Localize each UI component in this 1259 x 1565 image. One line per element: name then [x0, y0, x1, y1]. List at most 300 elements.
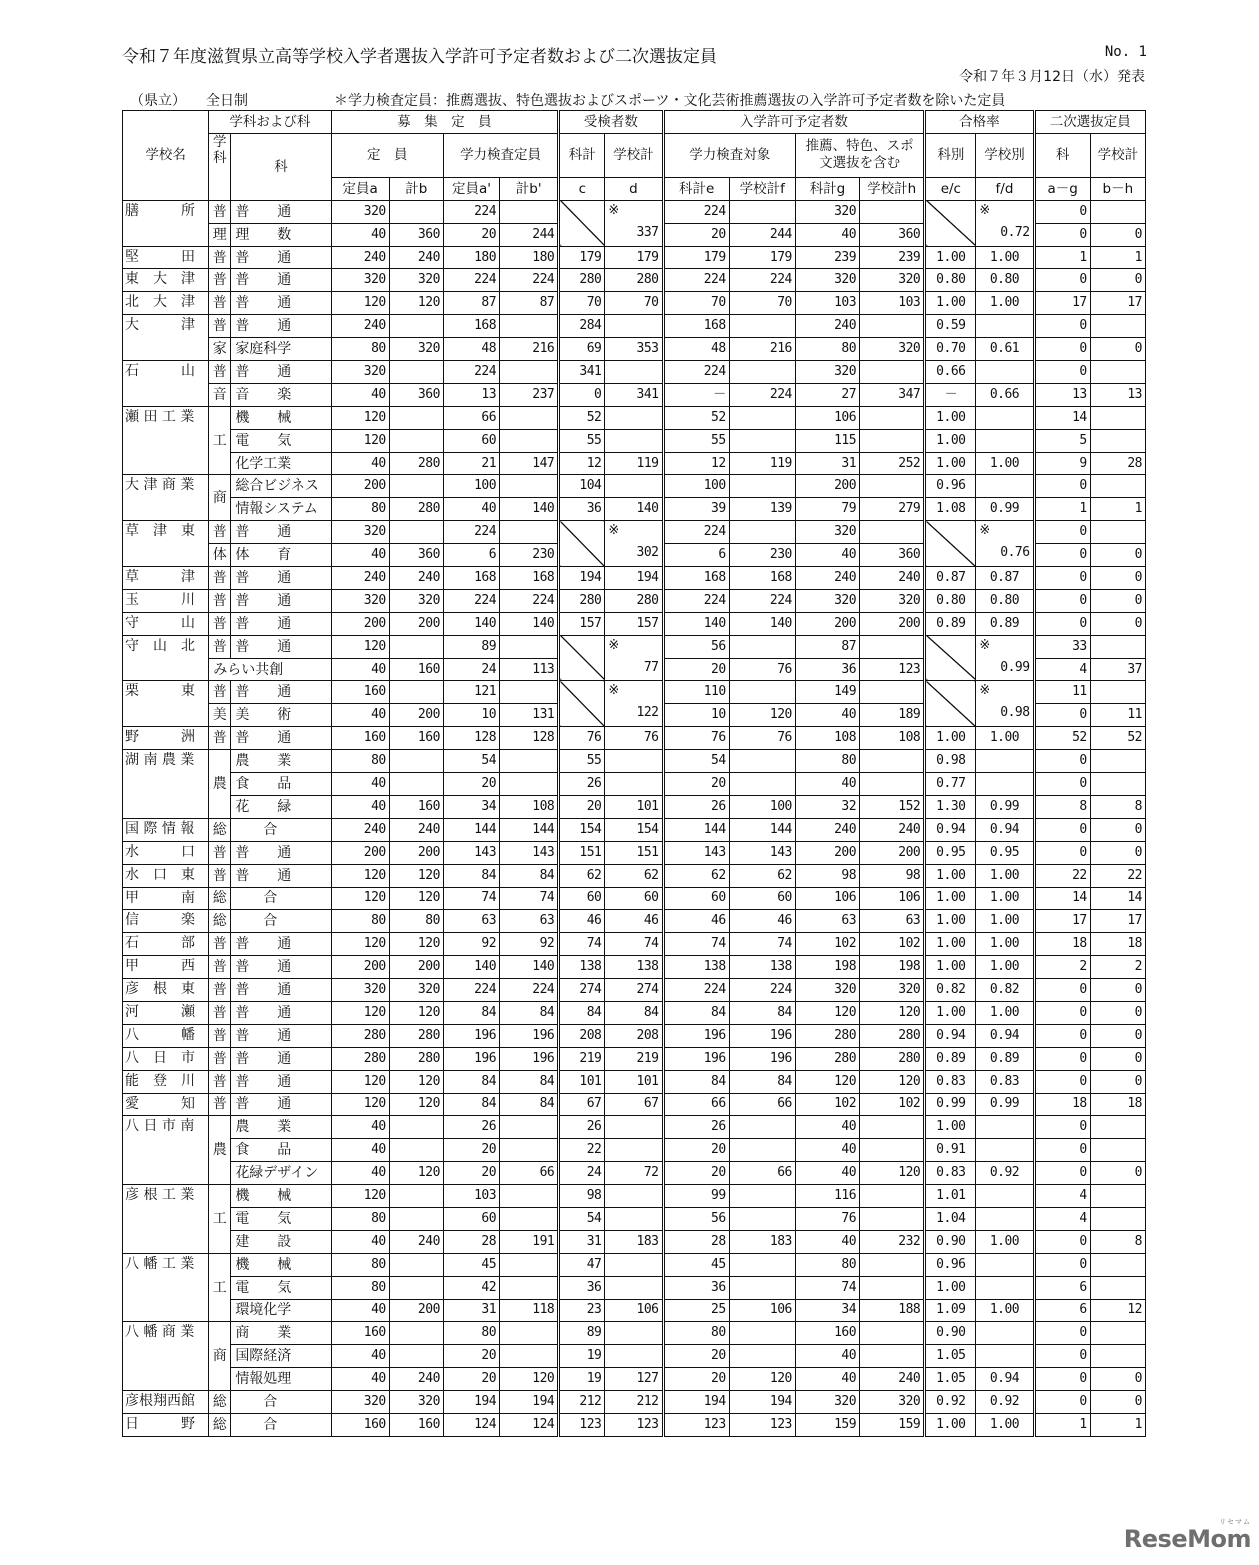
second-ag: 0 — [1034, 1253, 1090, 1276]
second-ag: 0 — [1034, 1001, 1090, 1024]
test-capacity-a: 89 — [443, 635, 499, 658]
school-name: 愛 知 — [123, 1093, 209, 1116]
examinees-c: 36 — [559, 498, 605, 521]
admit-g: 280 — [795, 1024, 859, 1047]
second-ag: 22 — [1034, 864, 1090, 887]
table-row — [123, 406, 1146, 429]
test-capacity-a: 66 — [443, 406, 499, 429]
course-name: 合 — [231, 910, 331, 933]
second-ag: 0 — [1034, 1391, 1090, 1414]
examinees-c: 280 — [559, 589, 605, 612]
examinees-d — [605, 1116, 663, 1139]
col-test-capacity: 学力検査定員 — [443, 133, 558, 177]
second-ag: 0 — [1034, 475, 1090, 498]
capacity-a: 280 — [331, 1047, 389, 1070]
course-name: 普 通 — [231, 1070, 331, 1093]
ratio-fd: 1.00 — [976, 1413, 1034, 1436]
admit-f: 216 — [729, 338, 795, 361]
school-name: 信 楽 — [123, 910, 209, 933]
course-name: 美 術 — [231, 704, 331, 727]
course-name: 食 品 — [231, 773, 331, 796]
capacity-b: 240 — [389, 1368, 443, 1391]
admit-g: 63 — [795, 910, 859, 933]
admit-f: 70 — [729, 292, 795, 315]
table-row — [123, 475, 1146, 498]
ratio-fd — [976, 750, 1034, 773]
capacity-a: 200 — [331, 612, 389, 635]
dept-code: 普 — [209, 292, 231, 315]
dept-code: 普 — [209, 681, 231, 704]
test-capacity-b: 87 — [500, 292, 559, 315]
dept-code: 普 — [209, 635, 231, 658]
ratio-ec: 1.00 — [925, 292, 976, 315]
examinees-c: 284 — [559, 315, 605, 338]
test-capacity-note: ＊学力検査定員：推薦選抜、特色選抜およびスポーツ・文化芸術推薦選抜の入学許可予定者数を除いた定員 — [334, 93, 1006, 109]
school-name: 野 洲 — [123, 727, 209, 750]
col-exam-course-total: 科計 — [559, 133, 605, 177]
ratio-fd: 1.00 — [976, 887, 1034, 910]
not-applicable-cell — [925, 681, 976, 727]
course-name: 環境化学 — [231, 1299, 331, 1322]
examinees-d — [605, 1276, 663, 1299]
school-name: 河 瀬 — [123, 1001, 209, 1024]
table-row — [123, 1391, 1146, 1414]
second-bh: 18 — [1090, 933, 1145, 956]
admit-e: 144 — [663, 818, 729, 841]
second-bh: 0 — [1090, 1162, 1145, 1185]
school-name: 彦 根 工 業 — [123, 1185, 209, 1254]
test-capacity-b — [500, 750, 559, 773]
admit-e: 76 — [663, 727, 729, 750]
second-ag: 0 — [1034, 361, 1090, 384]
examinees-d: 208 — [605, 1024, 663, 1047]
test-capacity-a: 194 — [443, 1391, 499, 1414]
admit-g: 320 — [795, 521, 859, 544]
second-ag: 0 — [1034, 1368, 1090, 1391]
second-bh: 17 — [1090, 910, 1145, 933]
admit-e: 224 — [663, 200, 729, 223]
table-row — [123, 1413, 1146, 1436]
admit-h: 320 — [860, 979, 925, 1002]
admit-g: 116 — [795, 1185, 859, 1208]
ratio-ec: 0.94 — [925, 1024, 976, 1047]
admit-f — [729, 1322, 795, 1345]
ratio-fd: 0.61 — [976, 338, 1034, 361]
admit-h: 240 — [860, 567, 925, 590]
admit-f — [729, 429, 795, 452]
admit-e: 84 — [663, 1001, 729, 1024]
second-bh: 0 — [1090, 269, 1145, 292]
second-ag: 17 — [1034, 910, 1090, 933]
capacity-b — [389, 406, 443, 429]
test-capacity-a: 40 — [443, 498, 499, 521]
ratio-ec: 1.00 — [925, 910, 976, 933]
test-capacity-b: 216 — [500, 338, 559, 361]
admit-f: 123 — [729, 1413, 795, 1436]
table-row — [123, 338, 1146, 361]
examinees-d — [605, 1345, 663, 1368]
second-ag: 33 — [1034, 635, 1090, 658]
admit-h: 280 — [860, 1024, 925, 1047]
admit-e: 36 — [663, 1276, 729, 1299]
ratio-ec: 1.00 — [925, 1116, 976, 1139]
table-row — [123, 795, 1146, 818]
admit-g: 40 — [795, 223, 859, 246]
second-ag: 0 — [1034, 818, 1090, 841]
ratio-fd: 0.87 — [976, 567, 1034, 590]
ratio-ec: 0.96 — [925, 475, 976, 498]
course-name: 普 通 — [231, 292, 331, 315]
ratio-fd: 0.82 — [976, 979, 1034, 1002]
admit-e: 26 — [663, 1116, 729, 1139]
col-course: 科 — [231, 133, 331, 200]
test-capacity-b: 144 — [500, 818, 559, 841]
ratio-ec: 0.90 — [925, 1230, 976, 1253]
test-capacity-a: 168 — [443, 567, 499, 590]
examinees-d — [605, 1185, 663, 1208]
course-name: 普 通 — [231, 567, 331, 590]
table-header — [123, 111, 1146, 201]
admit-e: 55 — [663, 429, 729, 452]
second-bh: 13 — [1090, 383, 1145, 406]
admit-g: 320 — [795, 589, 859, 612]
dept-code: 農 — [209, 1116, 231, 1185]
school-name: 湖 南 農 業 — [123, 750, 209, 819]
ratio-fd: 1.00 — [976, 246, 1034, 269]
examinees-d: 274 — [605, 979, 663, 1002]
capacity-b: 320 — [389, 589, 443, 612]
note-mark-icon: ※ — [979, 202, 990, 218]
examinees-d: 219 — [605, 1047, 663, 1070]
admit-e: － — [663, 383, 729, 406]
table-row — [123, 567, 1146, 590]
examinees-d — [605, 635, 663, 681]
table-row — [123, 1276, 1146, 1299]
examinees-d: 212 — [605, 1391, 663, 1414]
second-bh: 0 — [1090, 1024, 1145, 1047]
test-capacity-a: 20 — [443, 1345, 499, 1368]
ratio-fd: 1.00 — [976, 727, 1034, 750]
ratio-fd — [976, 773, 1034, 796]
course-name: 普 通 — [231, 361, 331, 384]
table-row — [123, 979, 1146, 1002]
school-name: 八 幡 工 業 — [123, 1253, 209, 1322]
ratio-fd — [976, 1185, 1034, 1208]
second-bh — [1090, 1253, 1145, 1276]
capacity-a: 120 — [331, 1185, 389, 1208]
admit-g: 320 — [795, 200, 859, 223]
ratio-fd: 0.94 — [976, 1368, 1034, 1391]
dept-code: 普 — [209, 979, 231, 1002]
second-ag: 1 — [1034, 1413, 1090, 1436]
test-capacity-b — [500, 1345, 559, 1368]
examinees-c: 54 — [559, 1207, 605, 1230]
ratio-ec: 0.66 — [925, 361, 976, 384]
capacity-b: 360 — [389, 383, 443, 406]
examinees-c: 212 — [559, 1391, 605, 1414]
test-capacity-b: 196 — [500, 1047, 559, 1070]
examinees-c: 0 — [559, 383, 605, 406]
test-capacity-a: 54 — [443, 750, 499, 773]
examinees-c: 98 — [559, 1185, 605, 1208]
test-capacity-a: 92 — [443, 933, 499, 956]
ratio-fd — [976, 429, 1034, 452]
note-mark-icon: ※ — [608, 683, 619, 699]
second-bh — [1090, 406, 1145, 429]
admit-h: 320 — [860, 1391, 925, 1414]
ratio-ec: 0.98 — [925, 750, 976, 773]
ratio-ec: 1.30 — [925, 795, 976, 818]
second-ag: 5 — [1034, 429, 1090, 452]
school-name: 水 口 — [123, 841, 209, 864]
examinees-c: 46 — [559, 910, 605, 933]
ratio-ec: 0.94 — [925, 818, 976, 841]
admit-h: 198 — [860, 956, 925, 979]
ratio-ec: 1.00 — [925, 1276, 976, 1299]
second-bh — [1090, 315, 1145, 338]
admit-f — [729, 1185, 795, 1208]
ratio-fd: 0.92 — [976, 1162, 1034, 1185]
second-ag: 0 — [1034, 567, 1090, 590]
admit-h: 360 — [860, 223, 925, 246]
capacity-b: 360 — [389, 544, 443, 567]
dept-code: 普 — [209, 246, 231, 269]
examinees-c: 62 — [559, 864, 605, 887]
ratio-fd — [976, 1139, 1034, 1162]
admit-h: 280 — [860, 1047, 925, 1070]
test-capacity-a: 28 — [443, 1230, 499, 1253]
capacity-a: 80 — [331, 1207, 389, 1230]
admit-h — [860, 361, 925, 384]
admit-f — [729, 750, 795, 773]
examinees-c: 19 — [559, 1345, 605, 1368]
table-row — [123, 612, 1146, 635]
admit-g: 40 — [795, 1368, 859, 1391]
table-row — [123, 1139, 1146, 1162]
ratio-fd — [976, 406, 1034, 429]
admit-h — [860, 1207, 925, 1230]
capacity-a: 120 — [331, 864, 389, 887]
admit-h — [860, 681, 925, 704]
table-row — [123, 498, 1146, 521]
examinees-c: 76 — [559, 727, 605, 750]
capacity-b: 120 — [389, 864, 443, 887]
capacity-b: 160 — [389, 1413, 443, 1436]
admit-g: 102 — [795, 933, 859, 956]
capacity-b: 200 — [389, 841, 443, 864]
ratio-ec: 1.05 — [925, 1345, 976, 1368]
admit-f: 168 — [729, 567, 795, 590]
admit-g: 320 — [795, 1391, 859, 1414]
admit-e: 28 — [663, 1230, 729, 1253]
ratio-fd: 1.00 — [976, 933, 1034, 956]
test-capacity-a: 224 — [443, 589, 499, 612]
course-name: 総合ビジネス — [231, 475, 331, 498]
table-row — [123, 910, 1146, 933]
examinees-c: 89 — [559, 1322, 605, 1345]
col-dept: 学科 — [209, 133, 231, 200]
not-applicable-cell — [559, 635, 605, 681]
examinees-c: 274 — [559, 979, 605, 1002]
dept-code: 普 — [209, 567, 231, 590]
capacity-a: 40 — [331, 1162, 389, 1185]
admit-g: 239 — [795, 246, 859, 269]
admit-f — [729, 1116, 795, 1139]
admit-h: 189 — [860, 704, 925, 727]
course-name: 合 — [231, 1413, 331, 1436]
test-capacity-b: 131 — [500, 704, 559, 727]
admit-e: 46 — [663, 910, 729, 933]
test-capacity-b: 74 — [500, 887, 559, 910]
admit-e: 26 — [663, 795, 729, 818]
test-capacity-b — [500, 315, 559, 338]
admit-f — [729, 1276, 795, 1299]
col-admit-test: 学力検査対象 — [663, 133, 795, 177]
second-bh: 0 — [1090, 818, 1145, 841]
second-ag: 4 — [1034, 1185, 1090, 1208]
test-capacity-b — [500, 1207, 559, 1230]
not-applicable-cell — [559, 521, 605, 567]
test-capacity-b — [500, 429, 559, 452]
ratio-fd-value: 0.72 — [1000, 224, 1030, 240]
note-mark-icon: ※ — [608, 637, 619, 653]
table-row — [123, 246, 1146, 269]
test-capacity-b: 113 — [500, 658, 559, 681]
admit-g: 79 — [795, 498, 859, 521]
ratio-fd: 1.00 — [976, 292, 1034, 315]
capacity-b: 200 — [389, 612, 443, 635]
capacity-b — [389, 1276, 443, 1299]
table-row — [123, 887, 1146, 910]
capacity-b — [389, 1345, 443, 1368]
second-bh: 11 — [1090, 704, 1145, 727]
admit-f: 62 — [729, 864, 795, 887]
table-row — [123, 933, 1146, 956]
admit-e: 80 — [663, 1322, 729, 1345]
examinees-d: 67 — [605, 1093, 663, 1116]
col-exam-school-total: 学校計 — [605, 133, 663, 177]
admit-e: 110 — [663, 681, 729, 704]
second-bh — [1090, 750, 1145, 773]
admit-g: 32 — [795, 795, 859, 818]
admit-f: 60 — [729, 887, 795, 910]
course-name: 合 — [231, 818, 331, 841]
second-bh: 2 — [1090, 956, 1145, 979]
capacity-a: 320 — [331, 200, 389, 223]
admit-f — [729, 635, 795, 658]
second-bh: 0 — [1090, 544, 1145, 567]
ratio-ec: 0.77 — [925, 773, 976, 796]
col-cap-b: 計b — [389, 177, 443, 200]
admit-h: 200 — [860, 612, 925, 635]
dept-code: 普 — [209, 589, 231, 612]
examinees-c: 341 — [559, 361, 605, 384]
course-name: 普 通 — [231, 979, 331, 1002]
second-ag: 9 — [1034, 452, 1090, 475]
test-capacity-a: 103 — [443, 1185, 499, 1208]
admit-f: 196 — [729, 1047, 795, 1070]
test-capacity-a: 84 — [443, 1001, 499, 1024]
examinees-d — [605, 521, 663, 567]
examinees-d: 140 — [605, 498, 663, 521]
capacity-b: 80 — [389, 910, 443, 933]
test-capacity-b — [500, 1116, 559, 1139]
dept-code: 理 — [209, 223, 231, 246]
course-name: 花緑デザイン — [231, 1162, 331, 1185]
test-capacity-b: 108 — [500, 795, 559, 818]
admit-g: 198 — [795, 956, 859, 979]
second-bh — [1090, 635, 1145, 658]
course-name: 情報処理 — [231, 1368, 331, 1391]
examinees-d: 84 — [605, 1001, 663, 1024]
capacity-b — [389, 1185, 443, 1208]
admit-g: 31 — [795, 452, 859, 475]
admit-e: 143 — [663, 841, 729, 864]
second-bh: 52 — [1090, 727, 1145, 750]
capacity-a: 40 — [331, 544, 389, 567]
table-row — [123, 1093, 1146, 1116]
examinees-d: 183 — [605, 1230, 663, 1253]
examinees-d: 101 — [605, 1070, 663, 1093]
capacity-b: 160 — [389, 658, 443, 681]
course-name: 合 — [231, 887, 331, 910]
admit-h — [860, 315, 925, 338]
admit-e: 123 — [663, 1413, 729, 1436]
second-bh: 12 — [1090, 1299, 1145, 1322]
second-ag: 11 — [1034, 681, 1090, 704]
ratio-ec: 1.04 — [925, 1207, 976, 1230]
school-name: 国 際 情 報 — [123, 818, 209, 841]
second-ag: 0 — [1034, 544, 1090, 567]
test-capacity-b: 224 — [500, 269, 559, 292]
test-capacity-b: 120 — [500, 1368, 559, 1391]
admit-h — [860, 1116, 925, 1139]
test-capacity-b: 84 — [500, 864, 559, 887]
test-capacity-a: 13 — [443, 383, 499, 406]
admit-g: 320 — [795, 269, 859, 292]
admit-e: 74 — [663, 933, 729, 956]
test-capacity-a: 100 — [443, 475, 499, 498]
admit-f: 224 — [729, 383, 795, 406]
test-capacity-a: 60 — [443, 1207, 499, 1230]
dept-code: 総 — [209, 910, 231, 933]
dept-code: 普 — [209, 727, 231, 750]
examinees-d — [605, 681, 663, 727]
admit-f — [729, 681, 795, 704]
test-capacity-b: 244 — [500, 223, 559, 246]
ratio-ec: 1.00 — [925, 452, 976, 475]
admit-g: 120 — [795, 1070, 859, 1093]
second-ag: 0 — [1034, 589, 1090, 612]
school-name: 八 幡 商 業 — [123, 1322, 209, 1391]
second-bh: 0 — [1090, 223, 1145, 246]
capacity-b: 240 — [389, 567, 443, 590]
watermark-brand: ReseMom — [1123, 1525, 1251, 1553]
admit-g: 108 — [795, 727, 859, 750]
ratio-ec: 0.95 — [925, 841, 976, 864]
course-name: 普 通 — [231, 1024, 331, 1047]
table-row — [123, 589, 1146, 612]
examinees-d — [605, 315, 663, 338]
course-name: 普 通 — [231, 841, 331, 864]
examinees-d-value: 77 — [643, 659, 659, 675]
table-row — [123, 635, 1146, 658]
test-capacity-b: 118 — [500, 1299, 559, 1322]
capacity-b: 120 — [389, 887, 443, 910]
admit-g: 40 — [795, 704, 859, 727]
admit-f — [729, 361, 795, 384]
course-name: 普 通 — [231, 681, 331, 704]
